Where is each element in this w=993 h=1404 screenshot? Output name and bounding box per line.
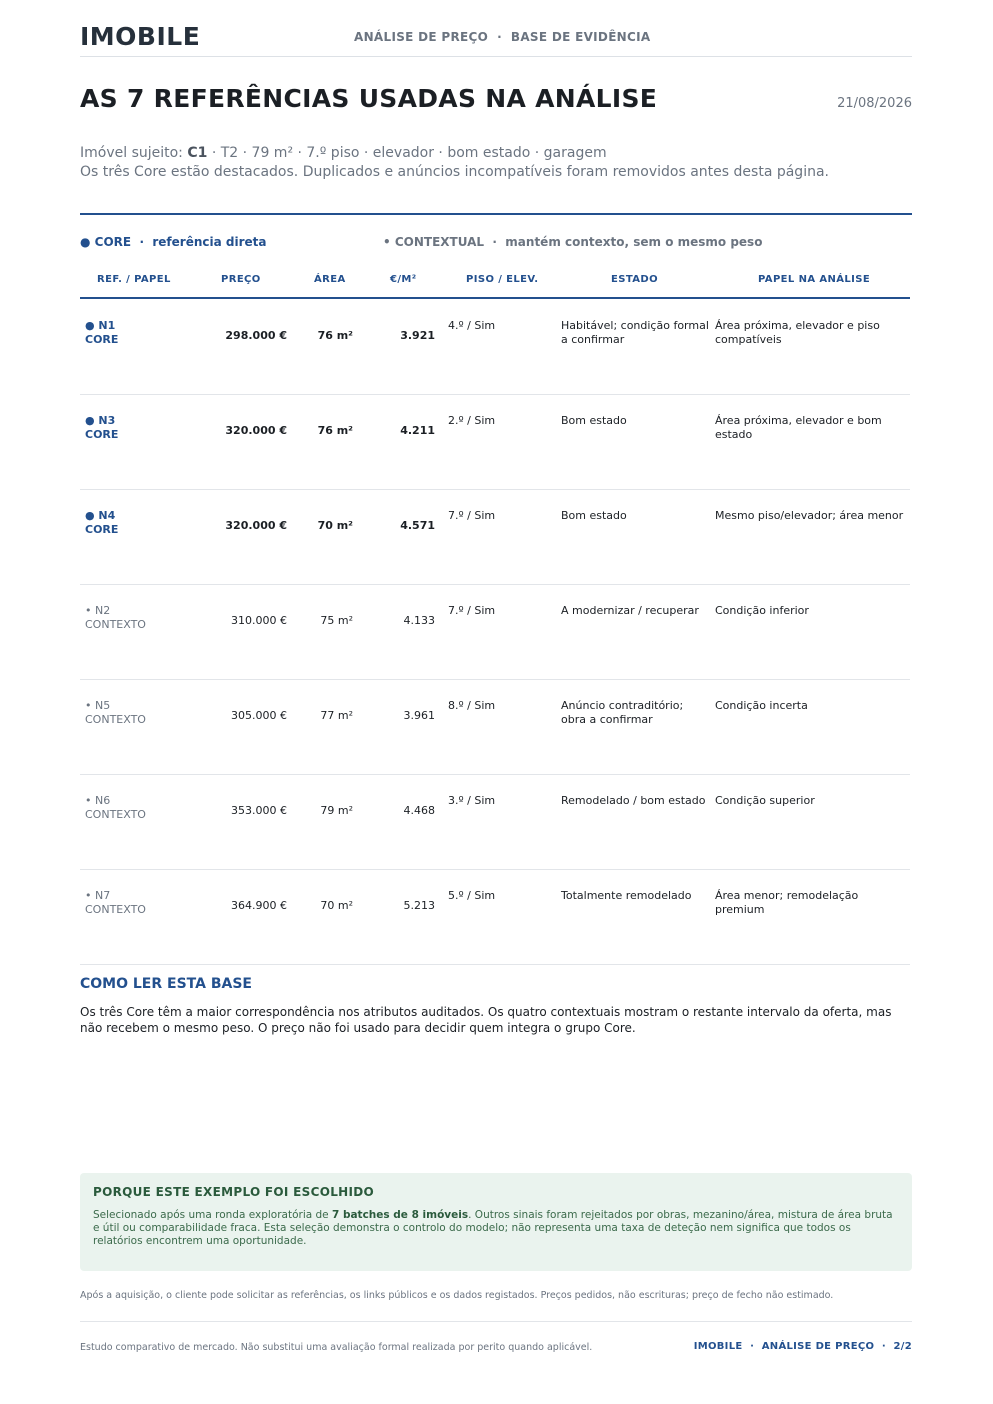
ref-tag: CONTEXTO <box>85 808 146 821</box>
subject-details: · T2 · 79 m² · 7.º piso · elevador · bom estado · garagem <box>207 145 607 161</box>
footer-page-info: IMOBILE · ANÁLISE DE PREÇO · 2/2 <box>693 1341 912 1352</box>
legend-core: ● CORE · referência direta <box>80 235 267 249</box>
row-price: 364.900 € <box>231 899 287 912</box>
col-header-role: PAPEL NA ANÁLISE <box>758 274 871 285</box>
subject-label: Imóvel sujeito: <box>80 145 188 161</box>
table-row <box>80 394 910 490</box>
reading-text: Os três Core têm a maior correspondência nos atributos auditados. Os quatro contextuais mostram o restante intervalo da oferta, mas não recebem o mesmo peso. O preço não foi usado para decidir quem integra o grupo Core. <box>80 1005 892 1035</box>
ref-code: ● N4 <box>85 509 116 522</box>
row-price-per-m2: 5.213 <box>403 899 435 912</box>
row-floor: 3.º / Sim <box>448 794 496 807</box>
row-state: Bom estado <box>561 414 627 427</box>
row-ref <box>85 319 118 347</box>
selection-text-part: Selecionado após uma ronda exploratória de <box>93 1209 332 1221</box>
ref-tag: CONTEXTO <box>85 713 146 726</box>
row-ref <box>85 889 146 917</box>
row-floor: 5.º / Sim <box>448 889 496 902</box>
row-floor: 2.º / Sim <box>448 414 496 427</box>
footer-divider <box>80 1321 912 1322</box>
row-floor: 8.º / Sim <box>448 699 496 712</box>
table-row <box>80 869 910 965</box>
brand-logo: IMOBILE <box>80 22 201 51</box>
row-ref <box>85 699 146 727</box>
row-area: 77 m² <box>320 709 353 722</box>
row-price-per-m2: 4.468 <box>403 804 435 817</box>
ref-tag: CONTEXTO <box>85 618 146 631</box>
row-price: 310.000 € <box>231 614 287 627</box>
report-date: 21/08/2026 <box>837 96 912 111</box>
subject-summary <box>80 144 829 182</box>
table-row <box>80 679 910 775</box>
row-price-per-m2: 4.571 <box>400 519 435 532</box>
col-header-ref: REF. / PAPEL <box>97 274 171 285</box>
row-ref <box>85 414 118 442</box>
col-header-ppm: €/M² <box>390 274 417 285</box>
col-header-area: ÁREA <box>314 274 346 285</box>
ref-code: ● N3 <box>85 414 116 427</box>
ref-code: • N7 <box>85 889 111 902</box>
row-area: 70 m² <box>317 519 353 532</box>
selection-text-part: . Outros sinais foram rejeitados por obras, mezanino/área, mistura de área bruta e útil ou comparabilidade fraca. Esta seleção demonstra o controlo do modelo; não representa uma taxa de deteção nem significa que todos os relatórios encontrem uma oportunidade. <box>93 1209 893 1247</box>
ref-tag: CORE <box>85 333 119 346</box>
row-role: Área próxima, elevador e piso compatíveis <box>715 319 880 346</box>
row-state: Anúncio contraditório; obra a confirmar <box>561 699 684 726</box>
subject-note: Os três Core estão destacados. Duplicados e anúncios incompatíveis foram removidos antes desta página. <box>80 164 829 180</box>
row-price-per-m2: 4.211 <box>400 424 435 437</box>
row-ref <box>85 604 146 632</box>
row-price-per-m2: 3.961 <box>403 709 435 722</box>
ref-tag: CORE <box>85 428 119 441</box>
row-ref <box>85 794 146 822</box>
table-row <box>80 299 910 395</box>
row-state: Totalmente remodelado <box>561 889 692 902</box>
row-area: 79 m² <box>320 804 353 817</box>
row-area: 76 m² <box>317 424 353 437</box>
row-floor: 7.º / Sim <box>448 509 496 522</box>
header-divider <box>80 56 912 57</box>
table-row <box>80 584 910 680</box>
selection-note-box <box>80 1173 912 1271</box>
row-price: 298.000 € <box>225 329 287 342</box>
row-role: Área próxima, elevador e bom estado <box>715 414 882 441</box>
row-area: 76 m² <box>317 329 353 342</box>
selection-note-text <box>93 1209 899 1248</box>
row-role: Mesmo piso/elevador; área menor <box>715 509 904 522</box>
table-row <box>80 489 910 585</box>
row-state: Habitável; condição formal a confirmar <box>561 319 709 346</box>
row-price: 353.000 € <box>231 804 287 817</box>
row-state: Remodelado / bom estado <box>561 794 706 807</box>
row-role: Condição incerta <box>715 699 808 712</box>
section-breadcrumb: ANÁLISE DE PREÇO · BASE DE EVIDÊNCIA <box>354 30 651 44</box>
row-price: 320.000 € <box>225 519 287 532</box>
ref-code: ● N1 <box>85 319 116 332</box>
row-floor: 4.º / Sim <box>448 319 496 332</box>
ref-code: • N6 <box>85 794 111 807</box>
row-price: 305.000 € <box>231 709 287 722</box>
section-rule <box>80 213 912 215</box>
row-price-per-m2: 3.921 <box>400 329 435 342</box>
legend-contextual: • CONTEXTUAL · mantém contexto, sem o mesmo peso <box>383 235 763 249</box>
subject-code: C1 <box>187 145 208 161</box>
row-role: Condição inferior <box>715 604 809 617</box>
row-price-per-m2: 4.133 <box>403 614 435 627</box>
ref-tag: CORE <box>85 523 119 536</box>
row-floor: 7.º / Sim <box>448 604 496 617</box>
col-header-price: PREÇO <box>221 274 261 285</box>
disclaimer-note: Após a aquisição, o cliente pode solicitar as referências, os links públicos e os dados registados. Preços pedidos, não escrituras; preço de fecho não estimado. <box>80 1290 834 1301</box>
page-title: AS 7 REFERÊNCIAS USADAS NA ANÁLISE <box>80 84 658 113</box>
row-role: Condição superior <box>715 794 815 807</box>
row-price: 320.000 € <box>225 424 287 437</box>
table-row <box>80 774 910 870</box>
col-header-floor: PISO / ELEV. <box>466 274 539 285</box>
selection-note-title: PORQUE ESTE EXEMPLO FOI ESCOLHIDO <box>93 1185 375 1199</box>
ref-code: • N5 <box>85 699 111 712</box>
row-state: A modernizar / recuperar <box>561 604 699 617</box>
selection-text-bold: 7 batches de 8 imóveis <box>331 1209 469 1221</box>
reading-title: COMO LER ESTA BASE <box>80 976 252 992</box>
ref-code: • N2 <box>85 604 111 617</box>
row-state: Bom estado <box>561 509 627 522</box>
ref-tag: CONTEXTO <box>85 903 146 916</box>
col-header-state: ESTADO <box>611 274 659 285</box>
table-header <box>80 262 910 299</box>
row-role: Área menor; remodelação premium <box>715 889 859 916</box>
row-area: 75 m² <box>320 614 353 627</box>
footer-disclaimer: Estudo comparativo de mercado. Não substitui uma avaliação formal realizada por perito quando aplicável. <box>80 1342 593 1353</box>
row-area: 70 m² <box>320 899 353 912</box>
row-ref <box>85 509 118 537</box>
